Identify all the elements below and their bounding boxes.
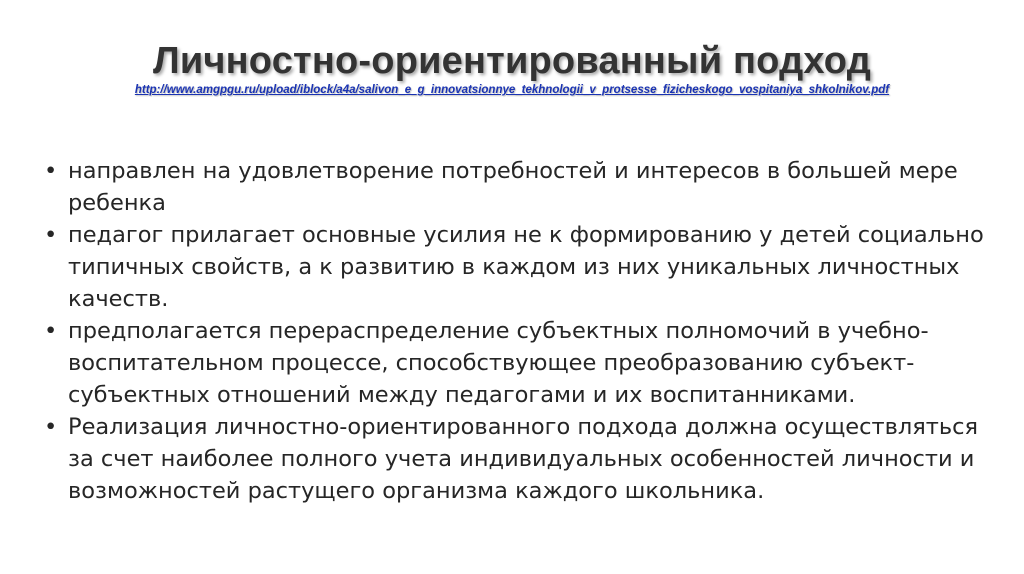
bullet-icon: • [44, 222, 58, 248]
bullet-icon: • [44, 158, 58, 184]
list-item [44, 315, 1004, 411]
bullet-text: направлен на удовлетворение потребностей и интересов в большей мере ребенка [68, 158, 958, 216]
bullet-icon: • [44, 318, 58, 344]
bullet-text: педагог прилагает основные усилия не к формированию у детей социально типичных свойств, а к развитию в каждом из них уникальных личностных качеств. [68, 222, 984, 312]
bullet-list [44, 155, 1004, 507]
list-item [44, 219, 1004, 315]
list-item [44, 411, 1004, 507]
bullet-text: Реализация личностно-ориентированного подхода должна осуществляться за счет наиболее полного учета индивидуальных особенностей личности и возможностей растущего организма каждого школьника. [68, 414, 979, 504]
source-link[interactable]: http://www.amgpgu.ru/upload/iblock/a4a/salivon_e_g_innovatsionnye_tekhnologii_v_protsesse_fizicheskogo_vospitaniya_shkolnikov.pdf [134, 84, 890, 96]
list-item [44, 155, 1004, 219]
slide-title: Личностно-ориентированный подход [152, 40, 872, 82]
bullet-icon: • [44, 414, 58, 440]
bullet-text: предполагается перераспределение субъектных полномочий в учебно-воспитательном процессе, способствующее преобразованию субъект-субъектных отношений между педагогами и их воспитанниками. [68, 318, 929, 408]
